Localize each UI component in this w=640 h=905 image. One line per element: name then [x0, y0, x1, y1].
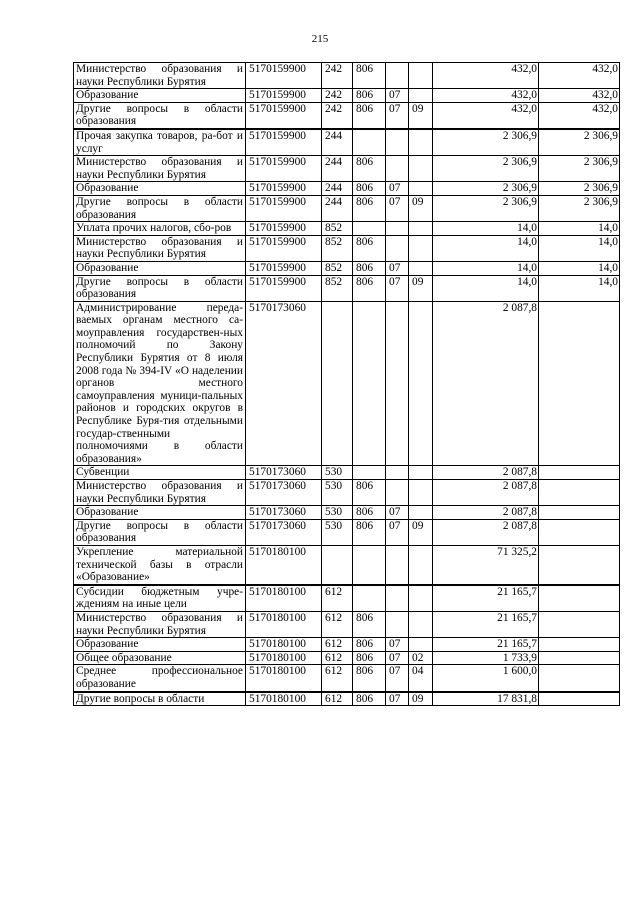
- row-subsection-cell: 09: [409, 275, 433, 301]
- row-section-cell: 07: [386, 665, 409, 692]
- row-target-article-cell: 5170173060: [246, 301, 322, 466]
- row-name-cell: Другие вопросы в области: [74, 692, 246, 706]
- row-expense-type-cell: 852: [322, 275, 353, 301]
- row-admin-code-cell: 806: [353, 651, 386, 665]
- row-sum-1-cell: 14,0: [433, 275, 539, 301]
- row-admin-code-cell: 806: [353, 63, 386, 89]
- row-section-cell: [386, 63, 409, 89]
- row-admin-code-cell: 806: [353, 665, 386, 692]
- row-subsection-cell: [409, 182, 433, 196]
- row-name-cell: Другие вопросы в области образования: [74, 102, 246, 129]
- row-target-article-cell: 5170173060: [246, 506, 322, 520]
- row-name-cell: Прочая закупка товаров, ра-бот и услуг: [74, 129, 246, 156]
- row-sum-1-cell: 71 325,2: [433, 545, 539, 584]
- table-row: [74, 261, 620, 275]
- row-admin-code-cell: 806: [353, 506, 386, 520]
- row-name-cell: Другие вопросы в области образования: [74, 519, 246, 545]
- row-sum-1-cell: 2 306,9: [433, 182, 539, 196]
- row-admin-code-cell: [353, 466, 386, 480]
- row-admin-code-cell: [353, 545, 386, 584]
- row-admin-code-cell: 806: [353, 156, 386, 182]
- row-sum-2-cell: [539, 466, 620, 480]
- row-expense-type-cell: 242: [322, 63, 353, 89]
- table-row: [74, 638, 620, 652]
- row-sum-1-cell: 1 733,9: [433, 651, 539, 665]
- row-section-cell: 07: [386, 89, 409, 103]
- row-sum-1-cell: 1 600,0: [433, 665, 539, 692]
- row-expense-type-cell: 530: [322, 480, 353, 506]
- row-target-article-cell: 5170159900: [246, 261, 322, 275]
- row-section-cell: 07: [386, 195, 409, 221]
- row-target-article-cell: 5170159900: [246, 89, 322, 103]
- row-target-article-cell: 5170180100: [246, 692, 322, 706]
- row-admin-code-cell: 806: [353, 195, 386, 221]
- row-name-cell: Образование: [74, 506, 246, 520]
- row-name-cell: Министерство образования и науки Республики Бурятия: [74, 156, 246, 182]
- row-sum-2-cell: [539, 545, 620, 584]
- row-admin-code-cell: 806: [353, 235, 386, 261]
- row-admin-code-cell: 806: [353, 275, 386, 301]
- row-sum-2-cell: [539, 638, 620, 652]
- row-subsection-cell: 04: [409, 665, 433, 692]
- row-section-cell: [386, 235, 409, 261]
- row-subsection-cell: [409, 466, 433, 480]
- row-subsection-cell: [409, 89, 433, 103]
- row-target-article-cell: 5170173060: [246, 480, 322, 506]
- row-sum-2-cell: 432,0: [539, 102, 620, 129]
- row-admin-code-cell: 806: [353, 89, 386, 103]
- row-expense-type-cell: 852: [322, 261, 353, 275]
- row-sum-1-cell: 21 165,7: [433, 638, 539, 652]
- row-target-article-cell: 5170159900: [246, 195, 322, 221]
- row-sum-1-cell: 432,0: [433, 89, 539, 103]
- row-expense-type-cell: 244: [322, 156, 353, 182]
- row-target-article-cell: 5170180100: [246, 585, 322, 612]
- row-target-article-cell: 5170159900: [246, 275, 322, 301]
- row-expense-type-cell: 530: [322, 519, 353, 545]
- table-row: [74, 506, 620, 520]
- row-name-cell: Образование: [74, 261, 246, 275]
- table-row: [74, 692, 620, 706]
- table-row: [74, 129, 620, 156]
- row-sum-1-cell: 432,0: [433, 63, 539, 89]
- row-admin-code-cell: 806: [353, 480, 386, 506]
- table-row: [74, 195, 620, 221]
- row-name-cell: Министерство образования и науки Республики Бурятия: [74, 480, 246, 506]
- row-subsection-cell: 09: [409, 692, 433, 706]
- row-sum-1-cell: 14,0: [433, 261, 539, 275]
- table-row: [74, 182, 620, 196]
- row-sum-2-cell: 2 306,9: [539, 156, 620, 182]
- row-sum-1-cell: 2 306,9: [433, 195, 539, 221]
- row-target-article-cell: 5170159900: [246, 222, 322, 236]
- row-section-cell: [386, 222, 409, 236]
- row-section-cell: 07: [386, 692, 409, 706]
- row-admin-code-cell: [353, 585, 386, 612]
- row-subsection-cell: 09: [409, 195, 433, 221]
- row-section-cell: 07: [386, 275, 409, 301]
- row-section-cell: 07: [386, 102, 409, 129]
- row-admin-code-cell: [353, 301, 386, 466]
- row-target-article-cell: 5170180100: [246, 611, 322, 637]
- table-row: [74, 466, 620, 480]
- row-target-article-cell: 5170159900: [246, 102, 322, 129]
- row-name-cell: Уплата прочих налогов, сбо-ров: [74, 222, 246, 236]
- row-admin-code-cell: [353, 222, 386, 236]
- row-section-cell: 07: [386, 519, 409, 545]
- table-row: [74, 651, 620, 665]
- row-section-cell: [386, 480, 409, 506]
- row-sum-1-cell: 14,0: [433, 235, 539, 261]
- row-sum-2-cell: 14,0: [539, 261, 620, 275]
- row-sum-2-cell: [539, 692, 620, 706]
- row-admin-code-cell: 806: [353, 611, 386, 637]
- row-subsection-cell: [409, 638, 433, 652]
- row-admin-code-cell: 806: [353, 519, 386, 545]
- row-expense-type-cell: 612: [322, 638, 353, 652]
- row-subsection-cell: [409, 129, 433, 156]
- row-name-cell: Образование: [74, 638, 246, 652]
- row-name-cell: Администрирование переда-ваемых органам местного са-моуправления государствен-ных полномочий по Закону Республики Бурятия от 8 июля 2008 года № 394-IV «О наделении органов местного самоуправления муници-пальных районов и городских округов в Республике Буря-тия отдельными государ-ственными полномочиями в области образования»: [74, 301, 246, 466]
- row-name-cell: Министерство образования и науки Республики Бурятия: [74, 235, 246, 261]
- row-sum-1-cell: 2 087,8: [433, 301, 539, 466]
- row-sum-1-cell: 2 087,8: [433, 506, 539, 520]
- row-sum-2-cell: 432,0: [539, 89, 620, 103]
- row-section-cell: [386, 545, 409, 584]
- row-sum-1-cell: 2 306,9: [433, 156, 539, 182]
- row-expense-type-cell: 612: [322, 651, 353, 665]
- row-target-article-cell: 5170173060: [246, 519, 322, 545]
- row-sum-1-cell: 432,0: [433, 102, 539, 129]
- table-row: [74, 301, 620, 466]
- row-section-cell: 07: [386, 651, 409, 665]
- row-sum-1-cell: 14,0: [433, 222, 539, 236]
- row-subsection-cell: 09: [409, 102, 433, 129]
- row-target-article-cell: 5170173060: [246, 466, 322, 480]
- row-name-cell: Министерство образования и науки Республики Бурятия: [74, 63, 246, 89]
- row-sum-2-cell: [539, 665, 620, 692]
- row-sum-2-cell: [539, 651, 620, 665]
- row-name-cell: Среднее профессиональное образование: [74, 665, 246, 692]
- row-section-cell: 07: [386, 506, 409, 520]
- row-admin-code-cell: 806: [353, 261, 386, 275]
- row-admin-code-cell: 806: [353, 182, 386, 196]
- row-section-cell: [386, 611, 409, 637]
- budget-table-body: [74, 63, 620, 706]
- row-target-article-cell: 5170180100: [246, 545, 322, 584]
- budget-table: [73, 62, 620, 706]
- row-subsection-cell: [409, 545, 433, 584]
- row-sum-2-cell: 2 306,9: [539, 195, 620, 221]
- row-expense-type-cell: [322, 545, 353, 584]
- row-target-article-cell: 5170159900: [246, 235, 322, 261]
- row-section-cell: [386, 466, 409, 480]
- page-number: 215: [311, 33, 329, 45]
- row-target-article-cell: 5170159900: [246, 182, 322, 196]
- row-sum-1-cell: 17 831,8: [433, 692, 539, 706]
- table-row: [74, 275, 620, 301]
- row-sum-2-cell: 432,0: [539, 63, 620, 89]
- table-row: [74, 611, 620, 637]
- row-admin-code-cell: 806: [353, 102, 386, 129]
- table-row: [74, 585, 620, 612]
- row-sum-2-cell: [539, 301, 620, 466]
- row-expense-type-cell: 612: [322, 692, 353, 706]
- row-section-cell: 07: [386, 638, 409, 652]
- row-subsection-cell: [409, 63, 433, 89]
- table-row: [74, 545, 620, 584]
- row-sum-2-cell: [539, 611, 620, 637]
- row-name-cell: Субвенции: [74, 466, 246, 480]
- row-sum-1-cell: 2 087,8: [433, 480, 539, 506]
- row-expense-type-cell: 612: [322, 665, 353, 692]
- table-row: [74, 665, 620, 692]
- table-row: [74, 235, 620, 261]
- row-expense-type-cell: 612: [322, 611, 353, 637]
- table-row: [74, 102, 620, 129]
- row-target-article-cell: 5170180100: [246, 665, 322, 692]
- row-sum-1-cell: 2 087,8: [433, 466, 539, 480]
- row-section-cell: [386, 129, 409, 156]
- row-sum-2-cell: [539, 506, 620, 520]
- table-row: [74, 480, 620, 506]
- row-expense-type-cell: 244: [322, 182, 353, 196]
- row-expense-type-cell: 244: [322, 195, 353, 221]
- row-sum-2-cell: 14,0: [539, 235, 620, 261]
- row-subsection-cell: [409, 235, 433, 261]
- row-subsection-cell: [409, 480, 433, 506]
- row-name-cell: Укрепление материальной технической базы в отрасли «Образование»: [74, 545, 246, 584]
- row-name-cell: Общее образование: [74, 651, 246, 665]
- row-subsection-cell: [409, 585, 433, 612]
- row-expense-type-cell: 242: [322, 89, 353, 103]
- row-expense-type-cell: 242: [322, 102, 353, 129]
- row-section-cell: 07: [386, 182, 409, 196]
- row-subsection-cell: [409, 261, 433, 275]
- row-subsection-cell: 02: [409, 651, 433, 665]
- row-name-cell: Другие вопросы в области образования: [74, 275, 246, 301]
- row-expense-type-cell: 852: [322, 235, 353, 261]
- row-sum-2-cell: [539, 585, 620, 612]
- row-admin-code-cell: 806: [353, 638, 386, 652]
- row-target-article-cell: 5170180100: [246, 638, 322, 652]
- row-admin-code-cell: 806: [353, 692, 386, 706]
- row-subsection-cell: [409, 156, 433, 182]
- row-name-cell: Министерство образования и науки Республики Бурятия: [74, 611, 246, 637]
- row-sum-2-cell: 14,0: [539, 275, 620, 301]
- row-target-article-cell: 5170180100: [246, 651, 322, 665]
- row-section-cell: 07: [386, 261, 409, 275]
- table-row: [74, 519, 620, 545]
- row-expense-type-cell: 852: [322, 222, 353, 236]
- row-sum-1-cell: 2 306,9: [433, 129, 539, 156]
- row-name-cell: Субсидии бюджетным учре-ждениям на иные цели: [74, 585, 246, 612]
- row-expense-type-cell: 530: [322, 466, 353, 480]
- table-row: [74, 222, 620, 236]
- row-subsection-cell: [409, 301, 433, 466]
- row-section-cell: [386, 156, 409, 182]
- row-expense-type-cell: 244: [322, 129, 353, 156]
- row-target-article-cell: 5170159900: [246, 129, 322, 156]
- row-expense-type-cell: [322, 301, 353, 466]
- row-sum-1-cell: 21 165,7: [433, 585, 539, 612]
- row-subsection-cell: [409, 506, 433, 520]
- row-name-cell: Образование: [74, 182, 246, 196]
- table-row: [74, 89, 620, 103]
- row-admin-code-cell: [353, 129, 386, 156]
- row-expense-type-cell: 530: [322, 506, 353, 520]
- row-name-cell: Другие вопросы в области образования: [74, 195, 246, 221]
- row-expense-type-cell: 612: [322, 585, 353, 612]
- row-subsection-cell: [409, 222, 433, 236]
- table-row: [74, 156, 620, 182]
- row-name-cell: Образование: [74, 89, 246, 103]
- row-subsection-cell: 09: [409, 519, 433, 545]
- row-sum-1-cell: 21 165,7: [433, 611, 539, 637]
- row-target-article-cell: 5170159900: [246, 156, 322, 182]
- row-sum-1-cell: 2 087,8: [433, 519, 539, 545]
- row-target-article-cell: 5170159900: [246, 63, 322, 89]
- row-section-cell: [386, 585, 409, 612]
- row-sum-2-cell: [539, 480, 620, 506]
- table-row: [74, 63, 620, 89]
- row-subsection-cell: [409, 611, 433, 637]
- row-section-cell: [386, 301, 409, 466]
- row-sum-2-cell: 14,0: [539, 222, 620, 236]
- row-sum-2-cell: 2 306,9: [539, 129, 620, 156]
- row-sum-2-cell: 2 306,9: [539, 182, 620, 196]
- row-sum-2-cell: [539, 519, 620, 545]
